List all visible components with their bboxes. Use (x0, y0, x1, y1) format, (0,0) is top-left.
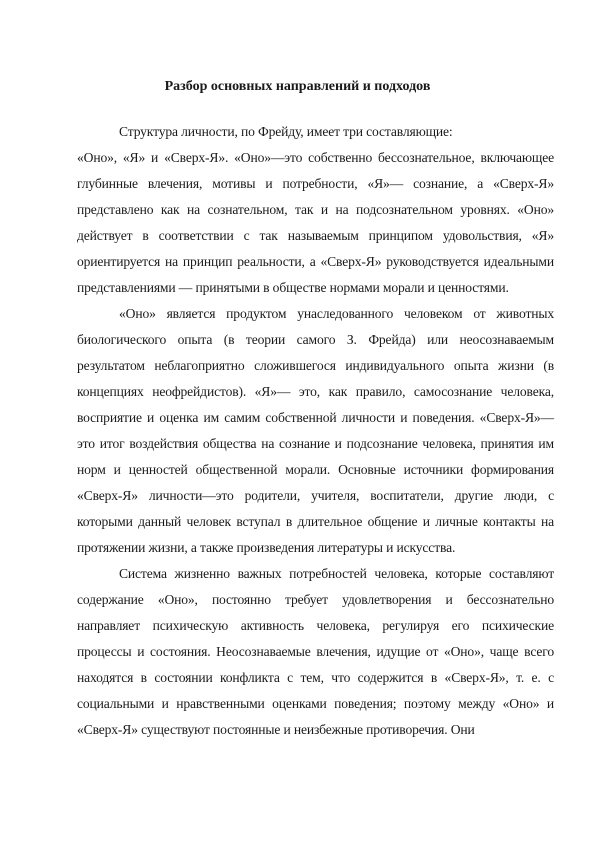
paragraph-needs-system: Система жизненно важных потребностей человека, которые составляют содержание «Оно», постоянно требует удовлетворения и бессознательно направляет психическую активность человека, регулируя его психические процессы и состояния. Неосознаваемые влечения, идущие от «Оно», чаще всего находятся в состоянии конфликта с тем, что содержится в «Сверх-Я», т. е. с социальными и нравственными оценками поведения; поэтому между «Оно» и «Сверх-Я» существуют постоянные и неизбежные противоречия. Они (77, 566, 554, 737)
document-body (77, 119, 554, 743)
paragraph-intro: Структура личности, по Фрейду, имеет три составляющие: (119, 124, 453, 139)
paragraph-structure: «Оно», «Я» и «Сверх-Я». «Оно»—это собственно бессознательное, включающее глубинные влечения, мотивы и потребности, «Я»— сознание, а «Сверх-Я» представлено как на сознательном, так и на подсознательном уровнях. «Оно» действует в соответствии с так называемым принципом удовольствия, «Я» ориентируется на принцип реальности, а «Сверх-Я» руководствуется идеальными представлениями — принятыми в обществе нормами морали и ценностями. (77, 150, 554, 295)
paragraph-ono-origin: «Оно» является продуктом унаследованного человеком от животных биологического опыта (в теории самого З. Фрейда) или неосознаваемым результатом неблагоприятно сложившегося индивидуального опыта жизни (в концепциях неофрейдистов). «Я»— это, как правило, самосознание человека, восприятие и оценка им самим собственной личности и поведения. «Сверх-Я»—это итог воздействия общества на сознание и подсознание человека, принятия им норм и ценностей общественной морали. Основные источники формирования «Сверх-Я» личности—это родители, учителя, воспитатели, другие люди, с которыми данный человек вступал в длительное общение и личные контакты на протяжении жизни, а также произведения литературы и искусства. (77, 306, 554, 555)
document-title: Разбор основных направлений и подходов (164, 79, 431, 94)
